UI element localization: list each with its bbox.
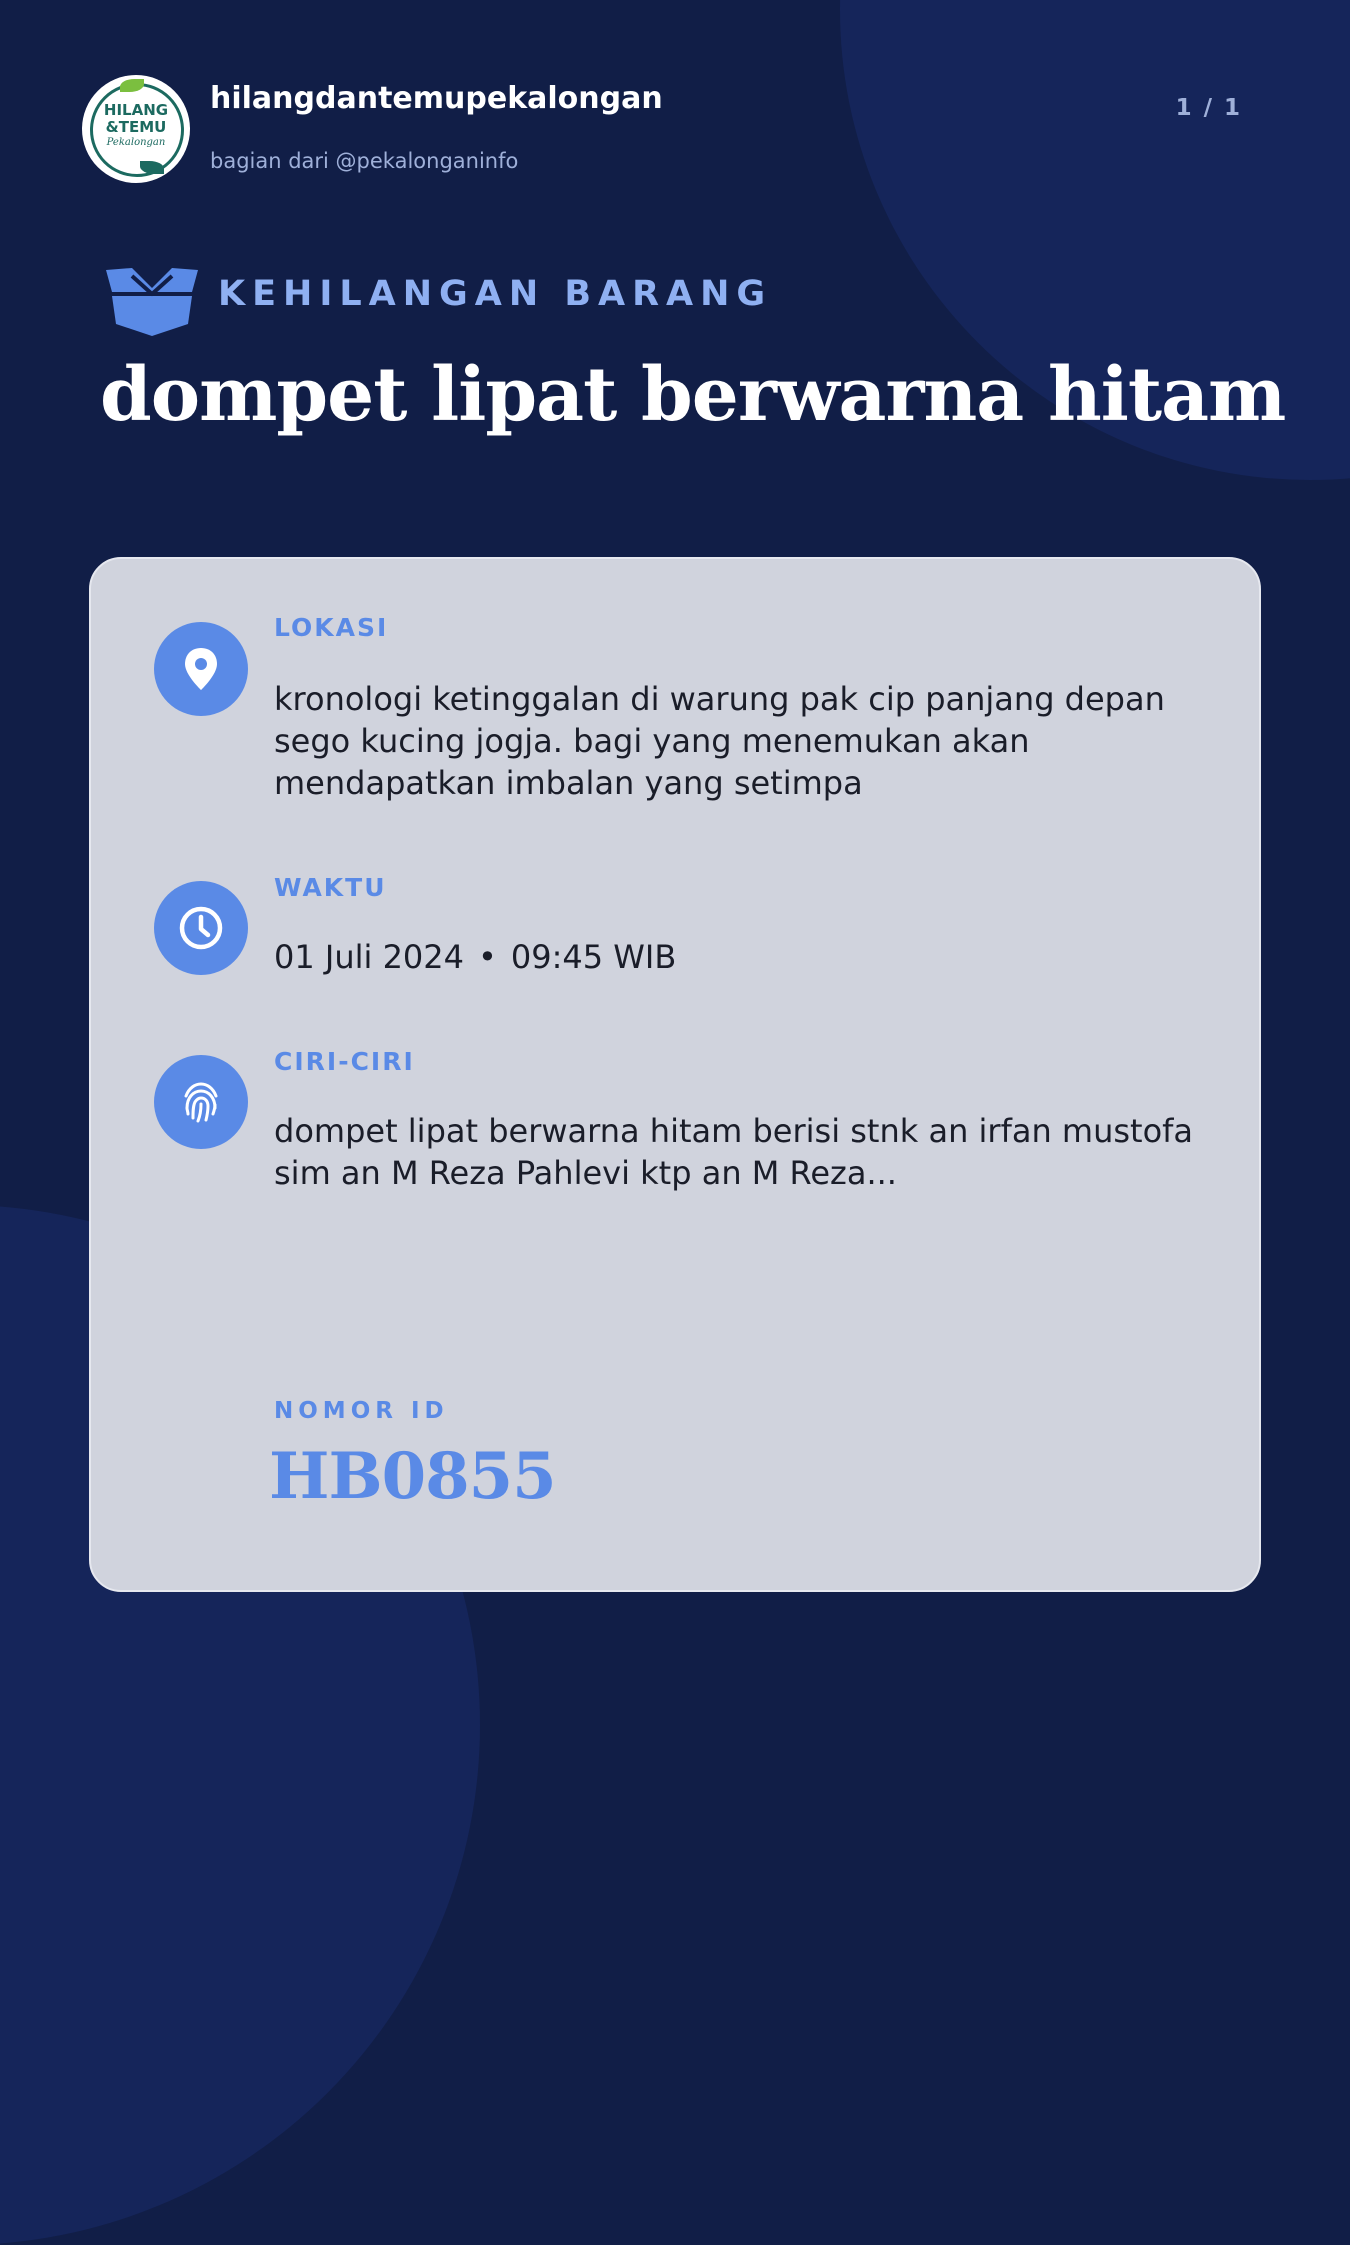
date-text: 01 Juli 2024 (274, 938, 464, 976)
separator-dot: • (478, 938, 497, 976)
lokasi-label: LOKASI (274, 613, 389, 642)
details-card (89, 557, 1261, 1592)
time-text: 09:45 WIB (510, 938, 677, 976)
id-value: HB0855 (269, 1439, 556, 1514)
account-name[interactable]: hilangdantemupekalongan (210, 81, 663, 116)
post-header (82, 75, 1272, 185)
ciri-value: dompet lipat berwarna hitam berisi stnk an irfan mustofa sim an M Reza Pahlevi ktp an M Reza... (274, 1112, 1194, 1192)
location-pin-icon (154, 622, 248, 716)
box-icon (104, 266, 200, 336)
id-label: NOMOR ID (274, 1398, 449, 1424)
item-title: dompet lipat berwarna hitam (100, 352, 1286, 438)
waktu-value (274, 936, 1204, 978)
waktu-label: WAKTU (274, 873, 387, 902)
account-subtitle: bagian dari @pekalonganinfo (210, 149, 519, 173)
fingerprint-icon (154, 1055, 248, 1149)
logo-text-hilang: HILANG (103, 101, 169, 119)
clock-icon (154, 881, 248, 975)
lokasi-value: kronologi ketinggalan di warung pak cip panjang depan sego kucing jogja. bagi yang menemukan akan mendapatkan imbalan yang setimpa (274, 680, 1165, 802)
category-label: KEHILANGAN BARANG (218, 274, 773, 314)
logo-text-pekalongan: Pekalongan (106, 137, 166, 148)
logo-text-temu: &TEMU (105, 118, 167, 136)
page-indicator: 1 / 1 (1175, 95, 1242, 121)
ciri-label: CIRI-CIRI (274, 1047, 415, 1076)
account-logo[interactable] (82, 75, 190, 183)
